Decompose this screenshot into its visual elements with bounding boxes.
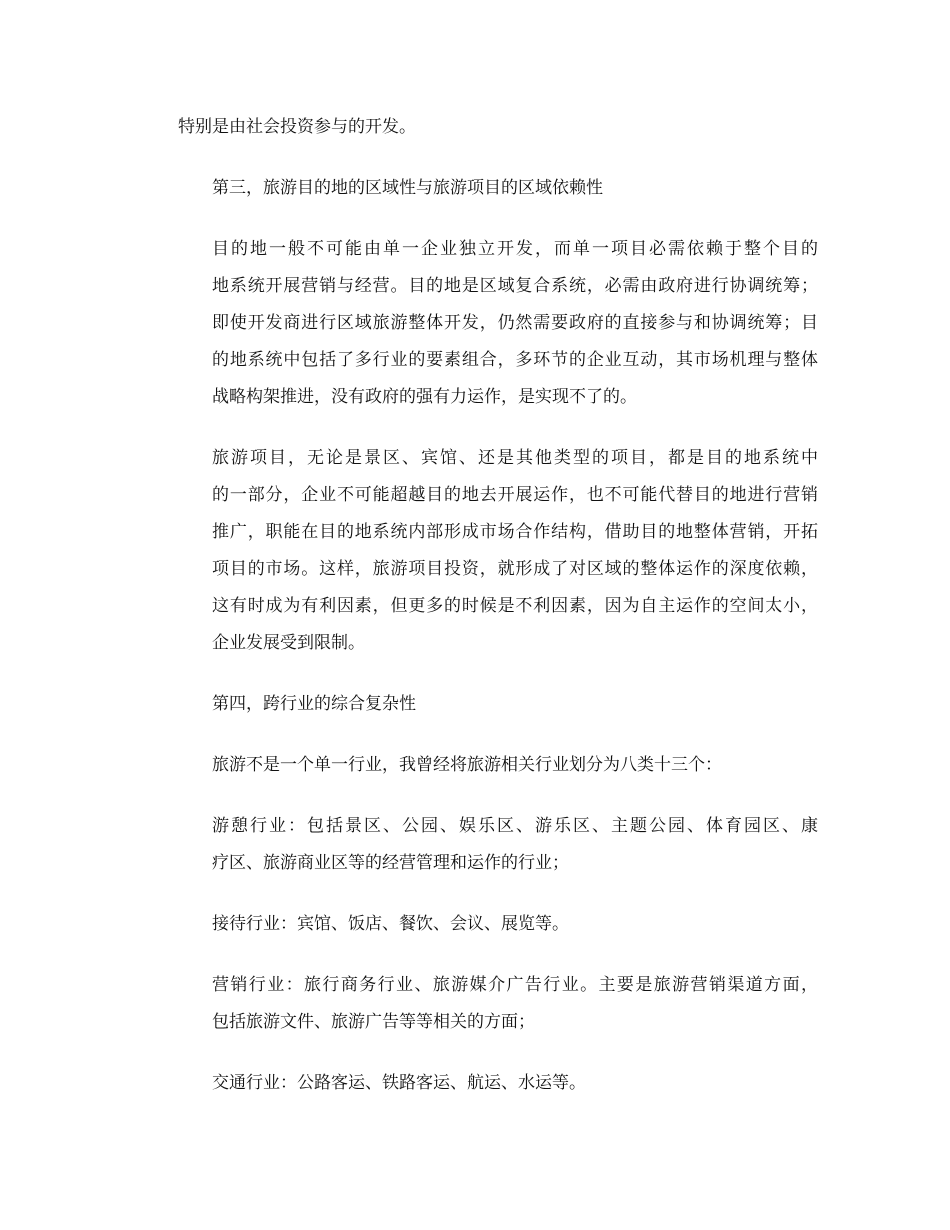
paragraph-line: 营销行业：旅行商务行业、旅游媒介广告行业。主要是旅游营销渠道方面， xyxy=(212,975,818,995)
paragraph-line: 旅游项目，无论是景区、宾馆、还是其他类型的项目，都是目的地系统中 xyxy=(212,448,818,468)
document-page xyxy=(178,109,818,1126)
paragraph-line: 旅游不是一个单一行业，我曾经将旅游相关行业划分为八类十三个： xyxy=(212,755,722,775)
paragraph xyxy=(178,1065,818,1102)
paragraph-line: 交通行业：公路客运、铁路客运、航运、水运等。 xyxy=(212,1073,586,1093)
paragraph-line: 即使开发商进行区域旅游整体开发，仍然需要政府的直接参与和协调统筹；目 xyxy=(212,313,818,333)
paragraph-line: 的一部分，企业不可能超越目的地去开展运作，也不可能代替目的地进行营销 xyxy=(212,485,818,505)
paragraph xyxy=(178,747,818,784)
paragraph xyxy=(178,808,818,882)
paragraph-line: 目的地一般不可能由单一企业独立开发，而单一项目必需依赖于整个目的 xyxy=(212,239,818,259)
paragraph-line: 第三，旅游目的地的区域性与旅游项目的区域依赖性 xyxy=(212,178,603,198)
paragraph xyxy=(178,170,818,207)
paragraph xyxy=(178,109,818,146)
document-body xyxy=(178,109,818,1102)
paragraph-line: 疗区、旅游商业区等的经营管理和运作的行业； xyxy=(212,853,569,873)
paragraph-line: 项目的市场。这样，旅游项目投资，就形成了对区域的整体运作的深度依赖， xyxy=(212,559,818,579)
paragraph-line: 企业发展受到限制。 xyxy=(212,633,365,653)
paragraph-line: 特别是由社会投资参与的开发。 xyxy=(178,117,416,137)
paragraph-line: 战略构架推进，没有政府的强有力运作，是实现不了的。 xyxy=(212,387,637,407)
paragraph xyxy=(178,231,818,416)
paragraph-line: 接待行业：宾馆、饭店、餐饮、会议、展览等。 xyxy=(212,914,569,934)
paragraph-line: 推广，职能在目的地系统内部形成市场合作结构，借助目的地整体营销，开拓 xyxy=(212,522,818,542)
paragraph xyxy=(178,686,818,723)
paragraph xyxy=(178,440,818,662)
paragraph-line: 第四，跨行业的综合复杂性 xyxy=(212,694,416,714)
paragraph xyxy=(178,967,818,1041)
paragraph-line: 包括旅游文件、旅游广告等等相关的方面； xyxy=(212,1012,535,1032)
paragraph-line: 的地系统中包括了多行业的要素组合，多环节的企业互动，其市场机理与整体 xyxy=(212,350,818,370)
paragraph xyxy=(178,906,818,943)
paragraph-line: 游憩行业：包括景区、公园、娱乐区、游乐区、主题公园、体育园区、康 xyxy=(212,816,818,836)
paragraph-line: 地系统开展营销与经营。目的地是区域复合系统，必需由政府进行协调统筹； xyxy=(212,276,818,296)
paragraph-line: 这有时成为有利因素，但更多的时候是不利因素，因为自主运作的空间太小， xyxy=(212,596,818,616)
